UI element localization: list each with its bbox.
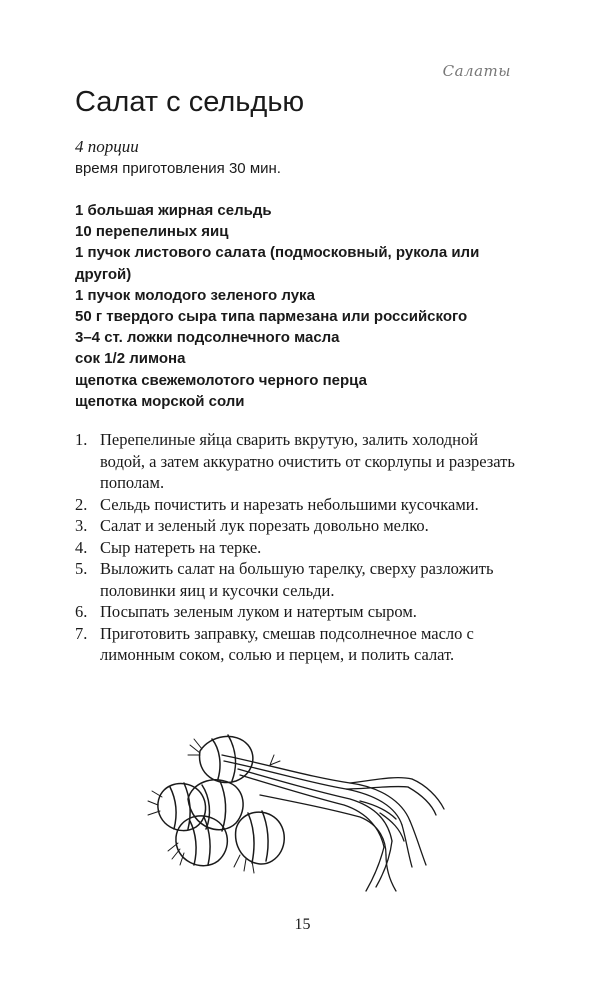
ingredient-item: сок 1/2 лимона bbox=[75, 350, 186, 368]
step-text: Перепелиные яйца сварить вкрутую, залить холодной водой, а затем аккуратно очистить от скорлупы и разрезать пополам. bbox=[100, 430, 515, 492]
step-text: Выложить салат на большую тарелку, сверху разложить половинки яиц и кусочки сельди. bbox=[100, 559, 494, 600]
ingredient-item: 1 большая жирная сельдь bbox=[75, 202, 272, 219]
ingredient-item: 3–4 ст. ложки подсолнечного масла bbox=[75, 329, 340, 347]
cooking-time: время приготовления 30 мин. bbox=[75, 160, 281, 177]
step-item bbox=[75, 429, 515, 494]
step-item bbox=[75, 601, 515, 623]
step-item bbox=[75, 623, 515, 666]
ingredient-item: 1 пучок молодого зеленого лука bbox=[75, 286, 315, 304]
step-number: 5. bbox=[75, 559, 88, 578]
ingredient-item: 50 г твердого сыра типа пармезана или российского bbox=[75, 308, 468, 326]
steps-list bbox=[75, 429, 515, 666]
ingredients-list bbox=[75, 200, 515, 412]
step-item bbox=[75, 558, 515, 601]
ingredient-item: щепотка морской соли bbox=[75, 392, 245, 410]
ingredient-item: щепотка свежемолотого черного перца bbox=[75, 371, 367, 389]
onions-sketch-icon bbox=[140, 725, 470, 900]
step-item bbox=[75, 515, 515, 537]
onion-roots bbox=[148, 739, 280, 873]
step-text: Посыпать зеленым луком и натертым сыром. bbox=[100, 602, 417, 621]
ingredient-item: 1 пучок листового салата (подмосковный, рукола или другой) bbox=[75, 244, 480, 283]
step-number: 7. bbox=[75, 623, 88, 643]
step-number: 3. bbox=[75, 516, 88, 535]
step-number: 1. bbox=[75, 430, 88, 449]
step-item bbox=[75, 537, 515, 559]
onion-stems bbox=[222, 755, 444, 891]
step-number: 2. bbox=[75, 494, 88, 514]
recipe-title: Салат с сельдью bbox=[75, 86, 305, 118]
onion-bulbs bbox=[158, 735, 284, 866]
step-text: Приготовить заправку, смешав подсолнечное масло с лимонным соком, солью и перцем, и полить салат. bbox=[100, 623, 474, 664]
step-text: Сыр натереть на терке. bbox=[100, 537, 262, 557]
step-text: Сельдь почистить и нарезать небольшими кусочками. bbox=[100, 494, 479, 514]
step-number: 6. bbox=[75, 602, 88, 621]
step-item bbox=[75, 494, 515, 516]
servings: 4 порции bbox=[75, 137, 139, 156]
page-number: 15 bbox=[294, 916, 311, 933]
ingredient-item: 10 перепелиных яиц bbox=[75, 223, 229, 241]
running-head: Салаты bbox=[442, 62, 511, 80]
step-number: 4. bbox=[75, 537, 88, 557]
step-text: Салат и зеленый лук порезать довольно мелко. bbox=[100, 516, 429, 535]
